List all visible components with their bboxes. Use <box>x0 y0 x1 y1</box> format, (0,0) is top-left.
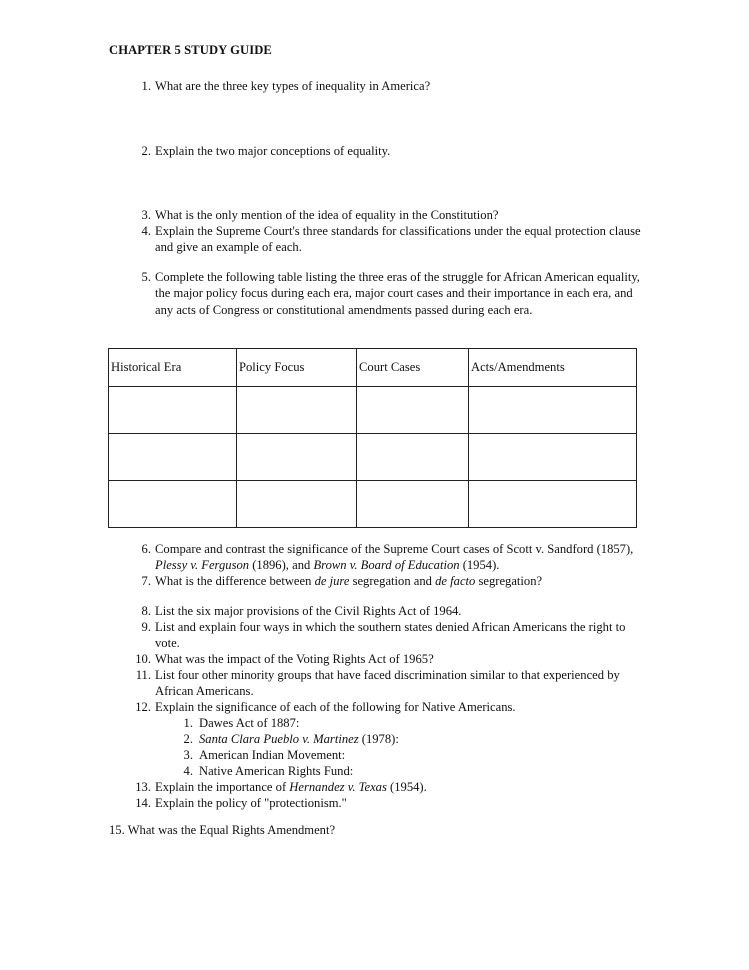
question-6 <box>131 541 651 574</box>
question-text: What was the impact of the Voting Rights Act of 1965? <box>155 652 434 666</box>
question-number: 5. <box>141 270 151 284</box>
case-name: Plessy v. Ferguson <box>155 558 250 573</box>
question-2 <box>131 143 651 159</box>
question-text <box>155 573 651 589</box>
question-10 <box>131 651 651 667</box>
table-row <box>109 387 637 434</box>
eras-table <box>108 348 637 528</box>
question-number: 1. <box>141 79 151 93</box>
question-text <box>155 779 651 795</box>
sub-question <box>175 763 353 779</box>
question-number: 10. <box>135 652 151 666</box>
sub-question-number: 4. <box>183 764 193 778</box>
question-text: Explain the policy of "protectionism." <box>155 796 347 810</box>
question-12 <box>131 699 651 715</box>
text-run: segregation and <box>349 574 436 588</box>
question-3 <box>131 207 651 223</box>
sub-question-number: 1. <box>183 716 193 730</box>
question-number: 14. <box>135 796 151 810</box>
text-run: segregation? <box>475 574 543 588</box>
question-number: 11. <box>135 668 151 682</box>
table-cell[interactable] <box>109 434 237 481</box>
table-cell[interactable] <box>237 481 357 528</box>
text-run: (1896), and <box>249 558 314 573</box>
table-cell[interactable] <box>237 387 357 434</box>
page-title: CHAPTER 5 STUDY GUIDE <box>109 43 272 57</box>
table-header-cell: Historical Era <box>109 349 237 387</box>
table-header-cell: Policy Focus <box>237 349 357 387</box>
term: de facto <box>435 574 476 588</box>
question-text: Explain the Supreme Court's three standards for classifications under the equal protection clause and give an example of each. <box>155 224 641 255</box>
question-text: Explain the two major conceptions of equality. <box>155 144 391 158</box>
term: de jure <box>314 574 350 588</box>
table-cell[interactable] <box>469 481 637 528</box>
question-number: 2. <box>141 144 151 158</box>
table-cell[interactable] <box>469 434 637 481</box>
sub-question-text: Dawes Act of 1887: <box>199 716 300 730</box>
question-text: What are the three key types of inequality in America? <box>155 79 431 93</box>
question-13 <box>131 779 651 795</box>
sub-question-text <box>199 732 399 746</box>
case-name: Santa Clara Pueblo v. Martinez <box>199 732 359 746</box>
question-text: Explain the significance of each of the following for Native Americans. <box>155 700 516 714</box>
table-cell[interactable] <box>109 481 237 528</box>
question-number: 7. <box>141 574 151 588</box>
question-8 <box>131 603 651 619</box>
question-5 <box>131 269 651 318</box>
text-run: What is the difference between <box>155 574 315 588</box>
question-number: 12. <box>135 700 151 714</box>
question-15: 15. What was the Equal Rights Amendment? <box>109 823 336 837</box>
question-text: List and explain four ways in which the southern states denied African Americans the right to vote. <box>155 620 626 651</box>
question-text: List four other minority groups that have faced discrimination similar to that experienced by African Americans. <box>155 668 620 699</box>
question-number: 13. <box>135 780 151 794</box>
text-run: (1954). <box>459 558 500 573</box>
sub-question-number: 3. <box>183 748 193 762</box>
table-header-cell: Court Cases <box>357 349 469 387</box>
sub-question-text: American Indian Movement: <box>199 748 346 762</box>
sub-question <box>175 747 345 763</box>
text-run: Explain the importance of <box>155 780 290 794</box>
question-text: What is the only mention of the idea of equality in the Constitution? <box>155 208 499 222</box>
sub-question <box>175 715 299 731</box>
question-4 <box>131 223 651 256</box>
question-1 <box>131 78 651 94</box>
question-text: Complete the following table listing the three eras of the struggle for African American equality, the major policy focus during each era, major court cases and their importance in each era, and any acts of Congress or constitutional amendments passed during each era. <box>155 270 640 317</box>
table-cell[interactable] <box>357 434 469 481</box>
sub-question-number: 2. <box>183 732 193 746</box>
table-cell[interactable] <box>357 481 469 528</box>
text-run: (1978): <box>358 732 399 746</box>
question-11 <box>131 667 651 700</box>
case-name: Brown v. Board of Education <box>313 558 460 573</box>
table-cell[interactable] <box>357 387 469 434</box>
table-header-row <box>109 349 637 387</box>
question-7 <box>131 573 651 589</box>
table-row <box>109 481 637 528</box>
question-number: 9. <box>141 620 151 634</box>
question-9 <box>131 619 651 652</box>
table-header-cell: Acts/Amendments <box>469 349 637 387</box>
table-cell[interactable] <box>469 387 637 434</box>
sub-question <box>175 731 399 747</box>
sub-question-text: Native American Rights Fund: <box>199 764 354 778</box>
question-14 <box>131 795 651 811</box>
question-text: List the six major provisions of the Civil Rights Act of 1964. <box>155 604 462 618</box>
table-cell[interactable] <box>237 434 357 481</box>
text-run: Compare and contrast the significance of the Supreme Court cases of Scott v. Sandford (1857), <box>155 542 634 556</box>
question-number: 8. <box>141 604 151 618</box>
table-cell[interactable] <box>109 387 237 434</box>
question-number: 4. <box>141 224 151 238</box>
text-run: (1954). <box>386 780 427 794</box>
case-name: Hernandez v. Texas <box>289 780 387 794</box>
question-number: 3. <box>141 208 151 222</box>
table-row <box>109 434 637 481</box>
question-number: 6. <box>141 542 151 556</box>
question-text <box>155 541 651 574</box>
